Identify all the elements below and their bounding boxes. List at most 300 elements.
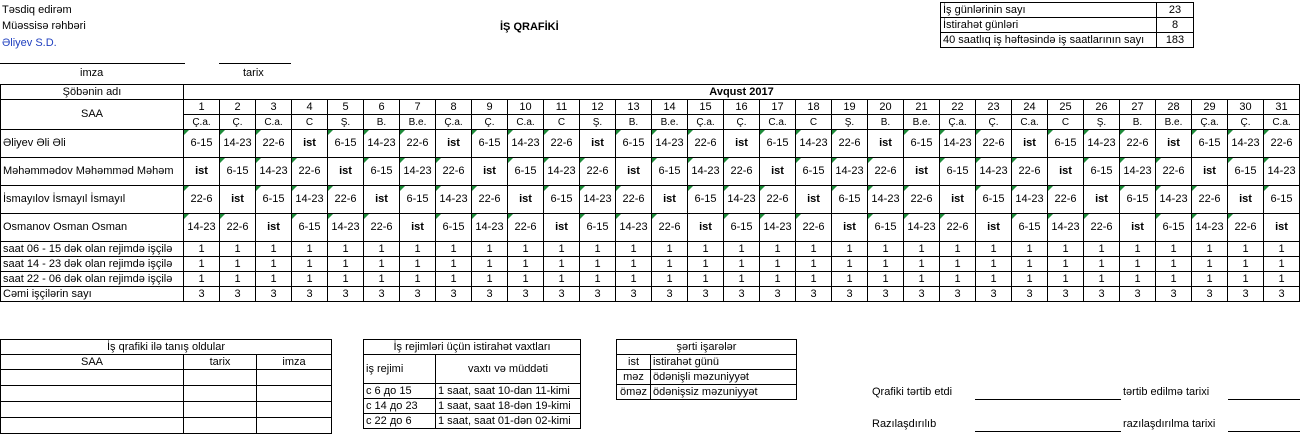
comment-marker-icon xyxy=(868,214,873,219)
day-number: 8 xyxy=(436,100,472,115)
shift-cell[interactable] xyxy=(868,158,904,186)
summary-value: 1 xyxy=(796,272,832,287)
ack-cell[interactable] xyxy=(257,418,332,434)
shift-cell[interactable] xyxy=(1048,158,1084,186)
summary-value: 3 xyxy=(796,287,832,302)
shift-cell[interactable] xyxy=(220,130,256,158)
shift-cell[interactable] xyxy=(292,186,328,214)
shift-value: ist xyxy=(375,193,388,205)
shift-cell[interactable] xyxy=(1120,186,1156,214)
summary-value: 1 xyxy=(1012,242,1048,257)
shift-value: ist xyxy=(951,193,964,205)
comment-marker-icon xyxy=(580,214,585,219)
shift-value: 6-15 xyxy=(1162,221,1185,233)
shift-cell[interactable] xyxy=(940,186,976,214)
shift-cell[interactable] xyxy=(652,130,688,158)
weekday-label: Ç.a. xyxy=(940,115,976,130)
summary-value: 1 xyxy=(184,257,220,272)
shift-value: 6-15 xyxy=(514,165,537,177)
shift-value: ist xyxy=(915,165,928,177)
shift-value: 14-23 xyxy=(295,193,324,205)
day-number: 22 xyxy=(940,100,976,115)
shift-cell[interactable] xyxy=(1228,186,1264,214)
shift-cell[interactable] xyxy=(472,130,508,158)
shift-cell[interactable] xyxy=(184,214,220,242)
shift-cell[interactable] xyxy=(544,214,580,242)
shift-cell[interactable] xyxy=(904,186,940,214)
shift-cell[interactable] xyxy=(796,214,832,242)
shift-value: 6-15 xyxy=(334,137,357,149)
shift-cell[interactable] xyxy=(580,214,616,242)
grid-month-row xyxy=(1,85,1300,100)
shift-cell[interactable] xyxy=(1192,214,1228,242)
comment-marker-icon xyxy=(472,214,477,219)
shift-cell[interactable] xyxy=(400,158,436,186)
shift-value: 14-23 xyxy=(547,165,576,177)
comment-marker-icon xyxy=(544,158,549,163)
shift-value: 22-6 xyxy=(262,137,285,149)
comment-marker-icon xyxy=(436,186,441,191)
shift-cell[interactable] xyxy=(1012,158,1048,186)
comment-marker-icon xyxy=(1048,214,1053,219)
shift-cell[interactable] xyxy=(328,158,364,186)
shift-cell[interactable] xyxy=(1264,158,1300,186)
shift-cell[interactable] xyxy=(616,130,652,158)
weekday-label: Ş. xyxy=(328,115,364,130)
weekday-label: B. xyxy=(616,115,652,130)
shift-cell[interactable] xyxy=(220,214,256,242)
shift-cell[interactable] xyxy=(328,130,364,158)
summary-value: 1 xyxy=(724,257,760,272)
shift-cell[interactable] xyxy=(292,214,328,242)
shift-cell[interactable] xyxy=(1084,158,1120,186)
month-header: Avqust 2017 xyxy=(184,85,1300,100)
comment-marker-icon xyxy=(652,130,657,135)
shift-value: ist xyxy=(1239,193,1252,205)
compiled-by-line[interactable] xyxy=(975,399,1121,400)
comment-marker-icon xyxy=(400,130,405,135)
comment-marker-icon xyxy=(688,130,693,135)
shift-cell[interactable] xyxy=(868,186,904,214)
shift-cell[interactable] xyxy=(868,130,904,158)
stats-value: 183 xyxy=(1157,33,1194,48)
shift-cell[interactable] xyxy=(436,130,472,158)
shift-value: 22-6 xyxy=(586,165,609,177)
summary-value: 1 xyxy=(544,242,580,257)
shift-cell[interactable] xyxy=(1012,186,1048,214)
shift-value: 6-15 xyxy=(730,221,753,233)
weekday-label: Ş. xyxy=(580,115,616,130)
shift-cell[interactable] xyxy=(940,214,976,242)
shift-cell[interactable] xyxy=(724,130,760,158)
ack-cell[interactable] xyxy=(184,402,257,418)
shift-value: 14-23 xyxy=(403,165,432,177)
shift-cell[interactable] xyxy=(940,158,976,186)
weekday-label: B. xyxy=(1120,115,1156,130)
shift-cell[interactable] xyxy=(400,186,436,214)
shift-cell[interactable] xyxy=(976,158,1012,186)
shift-value: 6-15 xyxy=(1054,137,1077,149)
shift-cell[interactable] xyxy=(1156,158,1192,186)
comment-marker-icon xyxy=(976,130,981,135)
summary-value: 3 xyxy=(616,287,652,302)
shift-cell[interactable] xyxy=(832,186,868,214)
shift-cell[interactable] xyxy=(1228,214,1264,242)
summary-value: 3 xyxy=(580,287,616,302)
shift-cell[interactable] xyxy=(1048,214,1084,242)
weekday-label: B. xyxy=(364,115,400,130)
shift-cell[interactable] xyxy=(616,214,652,242)
day-number: 9 xyxy=(472,100,508,115)
employee-name: Osmanov Osman Osman xyxy=(1,214,184,242)
shift-value: ist xyxy=(627,165,640,177)
shift-cell[interactable] xyxy=(1156,186,1192,214)
day-number: 21 xyxy=(904,100,940,115)
shift-cell[interactable] xyxy=(580,158,616,186)
summary-value: 1 xyxy=(1084,272,1120,287)
weekday-label: Ç. xyxy=(724,115,760,130)
shift-cell[interactable] xyxy=(760,186,796,214)
shift-value: 14-23 xyxy=(655,137,684,149)
legend-title: şərti işarələr xyxy=(617,340,797,355)
shift-value: 6-15 xyxy=(226,165,249,177)
shift-cell[interactable] xyxy=(652,214,688,242)
summary-value: 3 xyxy=(688,287,724,302)
shift-cell[interactable] xyxy=(580,130,616,158)
summary-value: 1 xyxy=(904,242,940,257)
shift-cell[interactable] xyxy=(220,158,256,186)
shift-cell[interactable] xyxy=(904,158,940,186)
comment-marker-icon xyxy=(1012,186,1017,191)
summary-value: 1 xyxy=(328,242,364,257)
shift-value: 22-6 xyxy=(766,193,789,205)
shift-cell[interactable] xyxy=(652,158,688,186)
shift-cell[interactable] xyxy=(364,186,400,214)
shift-cell[interactable] xyxy=(724,214,760,242)
shift-value: 22-6 xyxy=(370,221,393,233)
ack-col-date: tarix xyxy=(184,355,257,370)
agreed-line[interactable] xyxy=(975,431,1121,432)
ack-title: İş qrafiki ilə tanış oldular xyxy=(1,340,332,355)
summary-value: 1 xyxy=(724,242,760,257)
shift-cell[interactable] xyxy=(544,158,580,186)
shift-value: ist xyxy=(987,221,1000,233)
shift-cell[interactable] xyxy=(688,186,724,214)
shift-cell[interactable] xyxy=(1048,130,1084,158)
summary-value: 1 xyxy=(580,257,616,272)
ack-cell[interactable] xyxy=(184,370,257,386)
summary-value: 3 xyxy=(328,287,364,302)
shift-value: 6-15 xyxy=(622,137,645,149)
comment-marker-icon xyxy=(976,158,981,163)
shift-cell[interactable] xyxy=(364,158,400,186)
dept-label: Şöbənin adı xyxy=(1,85,184,100)
shift-cell[interactable] xyxy=(400,214,436,242)
comment-marker-icon xyxy=(508,214,513,219)
shift-cell[interactable] xyxy=(472,158,508,186)
summary-value: 1 xyxy=(1048,242,1084,257)
shift-cell[interactable] xyxy=(796,130,832,158)
shift-value: ist xyxy=(447,137,460,149)
ack-cell[interactable] xyxy=(1,370,184,386)
shift-cell[interactable] xyxy=(472,214,508,242)
shift-cell[interactable] xyxy=(940,130,976,158)
shift-cell[interactable] xyxy=(472,186,508,214)
comment-marker-icon xyxy=(688,158,693,163)
comment-marker-icon xyxy=(256,130,261,135)
shift-cell[interactable] xyxy=(1012,214,1048,242)
comment-marker-icon xyxy=(508,130,513,135)
comment-marker-icon xyxy=(796,158,801,163)
shift-cell[interactable] xyxy=(832,130,868,158)
ack-cell[interactable] xyxy=(257,386,332,402)
shift-cell[interactable] xyxy=(724,186,760,214)
summary-value: 1 xyxy=(292,257,328,272)
shift-cell[interactable] xyxy=(1084,130,1120,158)
summary-value: 3 xyxy=(364,287,400,302)
shift-cell[interactable] xyxy=(832,158,868,186)
weekday-label: C xyxy=(796,115,832,130)
summary-value: 1 xyxy=(292,272,328,287)
ack-cell[interactable] xyxy=(184,386,257,402)
shift-cell[interactable] xyxy=(1120,130,1156,158)
shift-cell[interactable] xyxy=(688,130,724,158)
comment-marker-icon xyxy=(868,158,873,163)
weekday-label: C.a. xyxy=(1264,115,1300,130)
shift-cell[interactable] xyxy=(328,186,364,214)
ack-cell[interactable] xyxy=(184,418,257,434)
shift-cell[interactable] xyxy=(1120,214,1156,242)
summary-value: 1 xyxy=(1084,257,1120,272)
shift-cell[interactable] xyxy=(292,130,328,158)
shift-cell[interactable] xyxy=(508,158,544,186)
shift-value: ist xyxy=(1131,221,1144,233)
comment-marker-icon xyxy=(1084,130,1089,135)
shift-cell[interactable] xyxy=(1156,130,1192,158)
shift-value: ist xyxy=(339,165,352,177)
comment-marker-icon xyxy=(652,158,657,163)
comment-marker-icon xyxy=(1084,214,1089,219)
shift-cell[interactable] xyxy=(184,186,220,214)
shift-value: 22-6 xyxy=(190,193,213,205)
comment-marker-icon xyxy=(940,214,945,219)
shift-value: 22-6 xyxy=(1234,221,1257,233)
shift-cell[interactable] xyxy=(796,158,832,186)
shift-value: 22-6 xyxy=(1270,137,1293,149)
agreed-date-line[interactable] xyxy=(1228,431,1300,432)
sign-label: imza xyxy=(80,67,104,79)
day-number: 24 xyxy=(1012,100,1048,115)
ack-cell[interactable] xyxy=(1,402,184,418)
comment-marker-icon xyxy=(904,214,909,219)
ack-cell[interactable] xyxy=(1,418,184,434)
shift-value: ist xyxy=(1059,165,1072,177)
shift-cell[interactable] xyxy=(904,214,940,242)
shift-cell[interactable] xyxy=(796,186,832,214)
summary-value: 1 xyxy=(904,257,940,272)
comment-marker-icon xyxy=(940,130,945,135)
weekday-label: B.e. xyxy=(1156,115,1192,130)
shift-value: 14-23 xyxy=(583,193,612,205)
comment-marker-icon xyxy=(580,186,585,191)
shift-cell[interactable] xyxy=(976,130,1012,158)
shift-cell[interactable] xyxy=(508,214,544,242)
rest-time: 1 saat, saat 01-dən 02-kimi xyxy=(436,414,581,429)
shift-cell[interactable] xyxy=(976,214,1012,242)
weekday-label: Ç. xyxy=(976,115,1012,130)
shift-cell[interactable] xyxy=(868,214,904,242)
shift-cell[interactable] xyxy=(436,186,472,214)
shift-cell[interactable] xyxy=(184,130,220,158)
shift-value: 22-6 xyxy=(550,137,573,149)
comment-marker-icon xyxy=(220,130,225,135)
summary-value: 1 xyxy=(184,272,220,287)
shift-cell[interactable] xyxy=(436,214,472,242)
shift-cell[interactable] xyxy=(1264,214,1300,242)
summary-value: 1 xyxy=(724,272,760,287)
summary-value: 1 xyxy=(616,257,652,272)
comment-marker-icon xyxy=(724,214,729,219)
summary-value: 1 xyxy=(832,242,868,257)
compiled-date-line[interactable] xyxy=(1228,399,1300,400)
summary-value: 1 xyxy=(400,257,436,272)
legend-box xyxy=(616,339,797,400)
shift-cell[interactable] xyxy=(724,158,760,186)
shift-value: 22-6 xyxy=(1126,137,1149,149)
shift-cell[interactable] xyxy=(1264,130,1300,158)
ack-cell[interactable] xyxy=(1,386,184,402)
shift-cell[interactable] xyxy=(544,186,580,214)
shift-cell[interactable] xyxy=(328,214,364,242)
shift-cell[interactable] xyxy=(292,158,328,186)
shift-cell[interactable] xyxy=(364,130,400,158)
shift-cell[interactable] xyxy=(760,158,796,186)
shift-cell[interactable] xyxy=(1048,186,1084,214)
shift-value: ist xyxy=(1023,137,1036,149)
summary-value: 1 xyxy=(652,272,688,287)
shift-cell[interactable] xyxy=(256,158,292,186)
comment-marker-icon xyxy=(652,214,657,219)
shift-cell[interactable] xyxy=(652,186,688,214)
shift-value: ist xyxy=(267,221,280,233)
shift-cell[interactable] xyxy=(1192,130,1228,158)
shift-cell[interactable] xyxy=(904,130,940,158)
comment-marker-icon xyxy=(1192,214,1197,219)
comment-marker-icon xyxy=(760,186,765,191)
comment-marker-icon xyxy=(1264,186,1269,191)
rest-mode: с 22 до 6 xyxy=(364,414,436,429)
summary-value: 1 xyxy=(256,272,292,287)
summary-value: 1 xyxy=(940,242,976,257)
shift-value: 6-15 xyxy=(262,193,285,205)
shift-value: 6-15 xyxy=(1270,193,1293,205)
shift-value: 22-6 xyxy=(514,221,537,233)
summary-value: 1 xyxy=(868,257,904,272)
shift-cell[interactable] xyxy=(688,158,724,186)
summary-value: 1 xyxy=(544,272,580,287)
shift-cell[interactable] xyxy=(1192,186,1228,214)
comment-marker-icon xyxy=(940,158,945,163)
summary-value: 1 xyxy=(652,242,688,257)
shift-cell[interactable] xyxy=(1084,214,1120,242)
employee-row xyxy=(1,130,1300,158)
comment-marker-icon xyxy=(400,158,405,163)
shift-value: 22-6 xyxy=(478,193,501,205)
shift-cell[interactable] xyxy=(1156,214,1192,242)
shift-cell[interactable] xyxy=(832,214,868,242)
shift-cell[interactable] xyxy=(436,158,472,186)
comment-marker-icon xyxy=(832,130,837,135)
shift-cell[interactable] xyxy=(544,130,580,158)
summary-value: 1 xyxy=(580,242,616,257)
shift-cell[interactable] xyxy=(616,186,652,214)
saa-header: SAA xyxy=(1,100,184,130)
shift-cell[interactable] xyxy=(580,186,616,214)
shift-cell[interactable] xyxy=(1012,130,1048,158)
summary-value: 1 xyxy=(292,242,328,257)
shift-cell[interactable] xyxy=(688,214,724,242)
shift-cell[interactable] xyxy=(1120,158,1156,186)
shift-value: ist xyxy=(519,193,532,205)
ack-cell[interactable] xyxy=(257,402,332,418)
shift-cell[interactable] xyxy=(1192,158,1228,186)
compiled-by-label: Qrafiki tərtib etdi xyxy=(872,386,953,398)
comment-marker-icon xyxy=(292,214,297,219)
weekday-label: Ş. xyxy=(1084,115,1120,130)
legend-desc: ödənişli məzuniyyət xyxy=(651,370,797,385)
summary-value: 1 xyxy=(1264,272,1300,287)
summary-value: 1 xyxy=(652,257,688,272)
summary-value: 1 xyxy=(1228,242,1264,257)
shift-cell[interactable] xyxy=(760,214,796,242)
shift-value: 14-23 xyxy=(223,137,252,149)
stats-label: İş günlərinin sayı xyxy=(941,3,1157,18)
shift-cell[interactable] xyxy=(508,130,544,158)
shift-cell[interactable] xyxy=(616,158,652,186)
shift-value: ist xyxy=(231,193,244,205)
comment-marker-icon xyxy=(220,214,225,219)
shift-value: 14-23 xyxy=(1087,137,1116,149)
shift-value: 14-23 xyxy=(1267,165,1296,177)
shift-cell[interactable] xyxy=(760,130,796,158)
shift-cell[interactable] xyxy=(1084,186,1120,214)
shift-cell[interactable] xyxy=(976,186,1012,214)
shift-value: ist xyxy=(1203,165,1216,177)
shift-cell[interactable] xyxy=(220,186,256,214)
shift-value: 6-15 xyxy=(1126,193,1149,205)
shift-cell[interactable] xyxy=(1264,186,1300,214)
shift-cell[interactable] xyxy=(184,158,220,186)
shift-cell[interactable] xyxy=(256,214,292,242)
shift-cell[interactable] xyxy=(256,186,292,214)
head-role-label: Müəssisə rəhbəri xyxy=(2,20,86,32)
summary-row xyxy=(1,242,1300,257)
shift-cell[interactable] xyxy=(508,186,544,214)
shift-value: 6-15 xyxy=(190,137,213,149)
summary-value: 1 xyxy=(688,242,724,257)
shift-value: 22-6 xyxy=(694,137,717,149)
shift-cell[interactable] xyxy=(364,214,400,242)
shift-cell[interactable] xyxy=(1228,158,1264,186)
shift-cell[interactable] xyxy=(1228,130,1264,158)
shift-cell[interactable] xyxy=(400,130,436,158)
summary-value: 1 xyxy=(1192,242,1228,257)
day-number: 4 xyxy=(292,100,328,115)
ack-cell[interactable] xyxy=(257,370,332,386)
legend-desc: istirahət günü xyxy=(651,355,797,370)
summary-value: 1 xyxy=(1264,257,1300,272)
shift-cell[interactable] xyxy=(256,130,292,158)
